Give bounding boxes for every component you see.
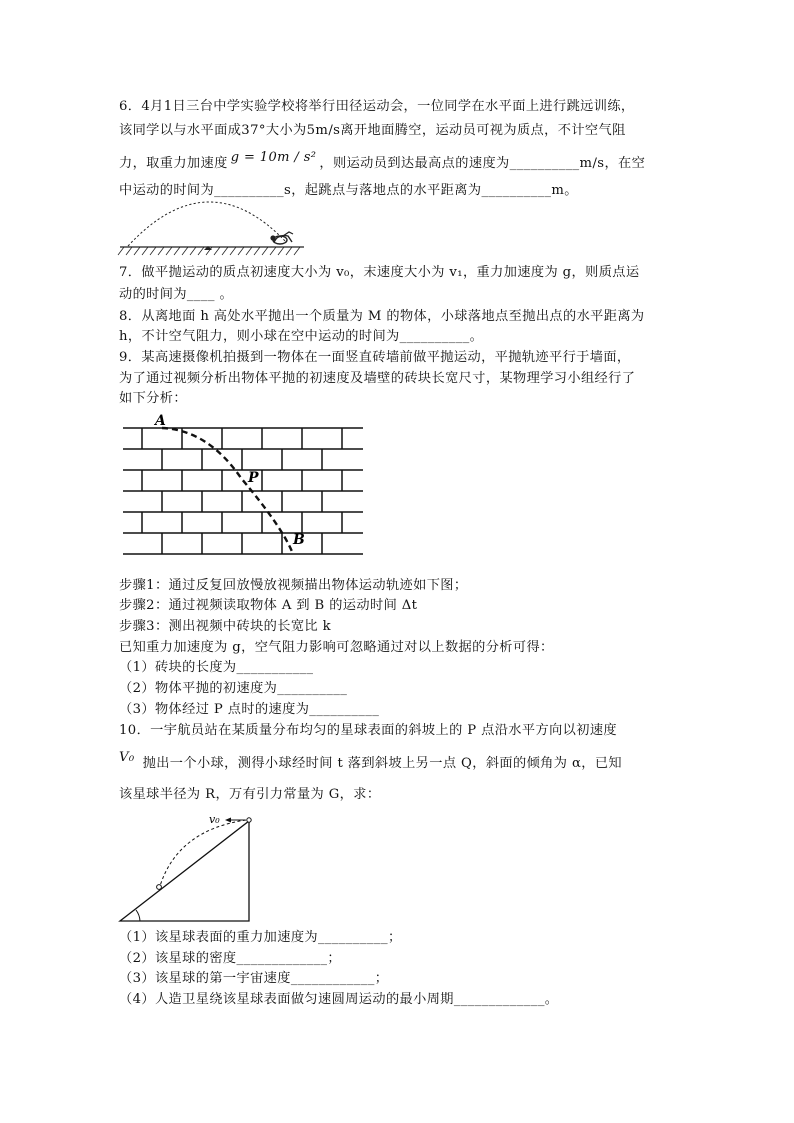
q10-line3: 该星球半径为 R，万有引力常量为 G，求： — [119, 787, 381, 802]
q9-step1: 步骤1：通过反复回放慢放视频描出物体运动轨迹如下图； — [119, 578, 468, 593]
q9-sub3: （3）物体经过 P 点时的速度为__________ — [119, 702, 380, 717]
incline-figure — [118, 810, 258, 926]
q10-sub4: （4）人造卫星绕该星球表面做匀速圆周运动的最小周期_____________。 — [119, 992, 559, 1007]
long-jump-figure — [118, 198, 308, 258]
q10-sub3: （3）该星球的第一宇宙速度____________； — [119, 971, 389, 986]
q8-line1: 8．从离地面 h 高处水平抛出一个质量为 M 的物体，小球落地点至抛出点的水平距离为 — [119, 309, 645, 324]
q10-line2 — [119, 750, 623, 773]
q7-line1: 7．做平抛运动的质点初速度大小为 v₀，末速度大小为 v₁，重力加速度为 g，则质点运 — [119, 265, 640, 280]
q10-sub1: （1）该星球表面的重力加速度为__________； — [119, 930, 402, 945]
q9-given: 已知重力加速度为 g，空气阻力影响可忽略通过对以上数据的分析可得： — [119, 640, 554, 655]
q9-step3: 步骤3：测出视频中砖块的长宽比 k — [119, 619, 331, 634]
jumper-icon — [270, 232, 293, 244]
q9-line1: 9．某高速摄像机拍摄到一物体在一面竖直砖墙前做平抛运动，平抛轨迹平行于墙面， — [119, 350, 631, 365]
q9-line2: 为了通过视频分析出物体平抛的初速度及墙壁的砖块长宽尺寸，某物理学习小组经行了 — [119, 371, 636, 386]
q8-line2: h，不计空气阻力，则小球在空中运动的时间为__________。 — [119, 329, 484, 344]
q6-line4: 中运动的时间为__________s，起跳点与落地点的水平距离为__________m。 — [119, 183, 578, 198]
q9-line3: 如下分析： — [119, 391, 187, 406]
q9-sub2: （2）物体平抛的初速度为__________ — [119, 681, 348, 696]
q6-line2: 该同学以与水平面成37°大小为5m/s离开地面腾空，运动员可视为质点，不计空气阻 — [119, 123, 626, 138]
q10-line2-text: 抛出一个小球，测得小球经时间 t 落到斜坡上另一点 Q，斜面的倾角为 α，已知 — [142, 756, 623, 771]
point-b-label: B — [293, 532, 305, 548]
point-p-label: P — [248, 470, 259, 486]
fig-v0-label: v₀ — [209, 813, 220, 826]
q7-line2: 动的时间为____ 。 — [119, 287, 234, 302]
q6-line1: 6．4月1日三台中学实验学校将举行田径运动会，一位同学在水平面上进行跳远训练， — [119, 99, 635, 114]
q10-sub2: （2）该星球的密度_____________； — [119, 951, 341, 966]
gravity-formula: g = 10m / s² — [230, 150, 317, 165]
v0-symbol: V₀ — [119, 750, 135, 765]
point-a-label: A — [155, 413, 166, 429]
q10-line1: 10．一宇航员站在某质量分布均匀的星球表面的斜坡上的 P 点沿水平方向以初速度 — [119, 723, 618, 738]
q9-step2: 步骤2：通过视频读取物体 A 到 B 的运动时间 Δt — [119, 598, 418, 613]
q6-line3-b: ，则运动员到达最高点的速度为__________m/s，在空 — [319, 156, 646, 171]
q6-line3-a: 力，取重力加速度 — [119, 156, 228, 171]
q6-line3 — [119, 150, 646, 173]
q9-sub1: （1）砖块的长度为___________ — [119, 660, 314, 675]
brick-wall-figure — [123, 412, 365, 572]
